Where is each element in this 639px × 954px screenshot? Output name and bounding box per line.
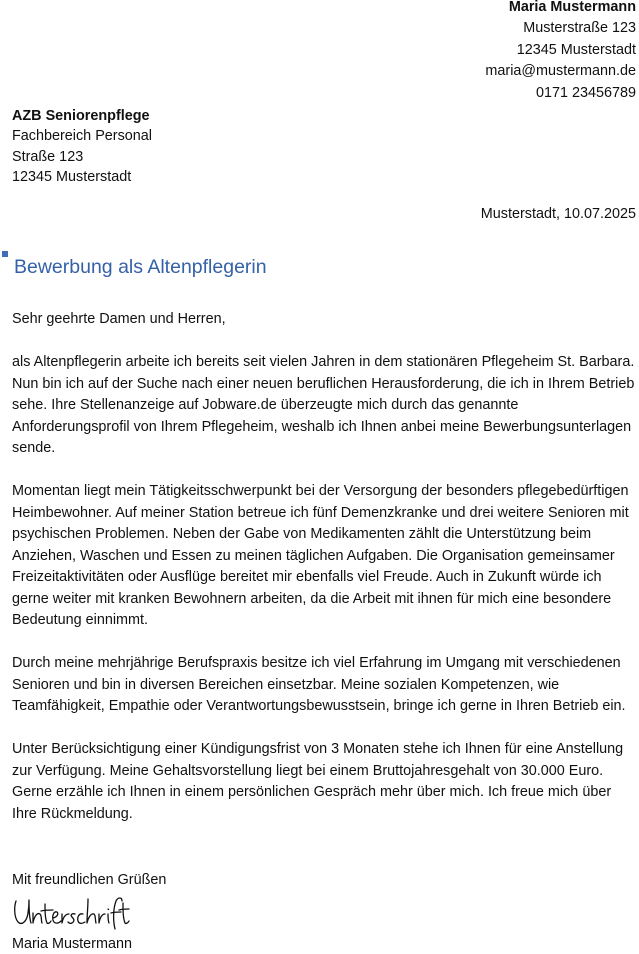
sender-email: maria@mustermann.de bbox=[485, 63, 636, 80]
signed-name: Maria Mustermann bbox=[12, 936, 132, 952]
sender-street: Musterstraße 123 bbox=[523, 20, 636, 37]
handwritten-signature bbox=[12, 893, 130, 931]
recipient-department: Fachbereich Personal bbox=[12, 128, 152, 145]
closing-phrase: Mit freundlichen Grüßen bbox=[12, 872, 167, 888]
sender-phone: 0171 23456789 bbox=[535, 84, 636, 101]
letter-body bbox=[12, 309, 637, 847]
body-paragraph: Unter Berücksichtigung einer Kündigungsfrist von 3 Monaten stehe ich Ihnen für eine Anstellung zur Verfügung. Meine Gehaltsvorstellung liegt bei einem Bruttojahresgehalt von 30.000 Euro. Gerne erzähle ich Ihnen in einem persönlichen Gespräch mehr über mich. Ich freue mich über Ihre Rückmeldung. bbox=[12, 741, 624, 822]
salutation: Sehr geehrte Damen und Herren, bbox=[12, 311, 226, 327]
recipient-address-block bbox=[12, 106, 152, 188]
body-paragraph: Durch meine mehrjährige Berufspraxis besitze ich viel Erfahrung im Umgang mit verschiedenen Senioren und bin in diversen Bereichen einsetzbar. Meine sozialen Kompetenzen, wie Teamfähigkeit, Empathie oder Verantwortungsbewusstsein, bringe ich gerne in Ihren Betrieb ein. bbox=[12, 655, 626, 714]
date-line: Musterstadt, 10.07.2025 bbox=[480, 206, 636, 222]
subject-heading: Bewerbung als Altenpflegerin bbox=[14, 256, 267, 278]
sender-city: 12345 Musterstadt bbox=[516, 41, 636, 58]
sender-name: Maria Mustermann bbox=[508, 0, 636, 15]
recipient-company: AZB Seniorenpflege bbox=[12, 108, 150, 124]
body-paragraph: Momentan liegt mein Tätigkeitsschwerpunkt bei der Versorgung der besonders pflegebedürftigen Heimbewohner. Auf meiner Station betreue ich fünf Demenzkranke und drei weitere Senioren mit psychischen Problemen. Neben der Gabe von Medikamenten zählt die Unterstützung beim Anziehen, Waschen und Essen zu meinen täglichen Aufgaben. Die Organisation gemeinsamer Freizeitaktivitäten oder Ausflüge bereitet mir ebenfalls viel Freude. Auch in Zukunft würde ich gerne weiter mit kranken Bewohnern arbeiten, da die Arbeit mit ihnen für mich eine besondere Bedeutung einnimmt. bbox=[12, 483, 629, 628]
subject-marker bbox=[2, 251, 8, 257]
recipient-street: Straße 123 bbox=[12, 148, 84, 165]
body-paragraph: als Altenpflegerin arbeite ich bereits seit vielen Jahren in dem stationären Pflegeheim St. Barbara. Nun bin ich auf der Suche nach einer neuen beruflichen Herausforderung, die ich in Ihrem Betrieb sehe. Ihre Stellenanzeige auf Jobware.de überzeugte mich durch das genannte Anforderungsprofil von Ihrem Pflegeheim, weshalb ich Ihnen anbei meine Bewerbungsunterlagen sende. bbox=[12, 354, 635, 456]
recipient-city: 12345 Musterstadt bbox=[12, 169, 132, 186]
sender-address-block bbox=[485, 0, 636, 104]
